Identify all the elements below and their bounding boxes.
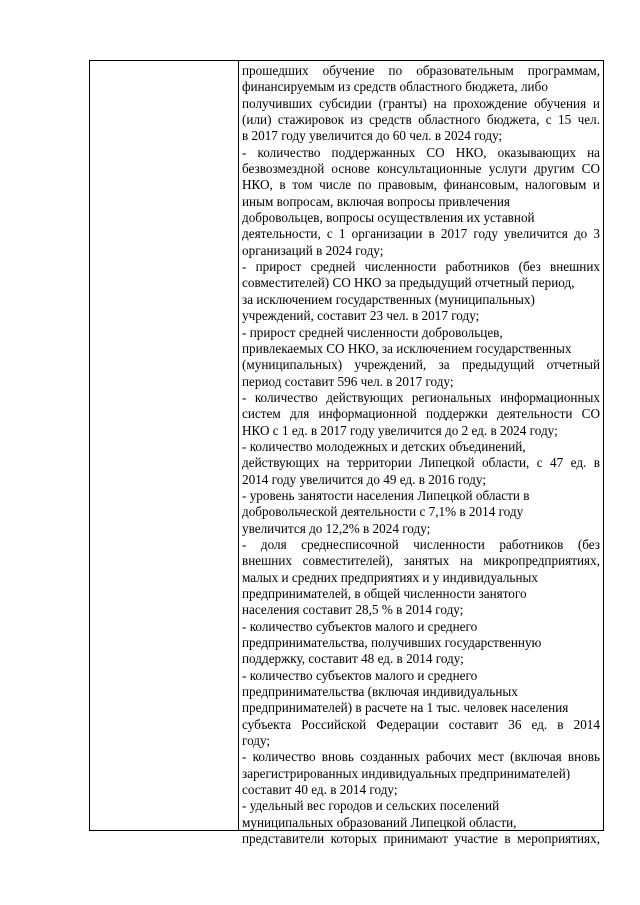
text-line: период составит 596 чел. в 2017 году; [242, 373, 454, 389]
text-line: НКО, в том числе по правовым, финансовым, налоговым и [242, 177, 600, 193]
text-line: получивших субсидии (гранты) на прохождение обучения и [242, 95, 600, 111]
text-line: - количество молодежных и детских объединений, [242, 438, 526, 454]
text-line: (или) стажировок из средств областного бюджета, с 15 чел. [242, 112, 600, 128]
text-line: прошедших обучение по образовательным программам, [242, 63, 600, 78]
text-line: зарегистрированных индивидуальных предпринимателей) [242, 765, 571, 781]
text-line: - прирост средней численности добровольцев, [242, 324, 503, 340]
table-right-cell [242, 63, 600, 848]
text-line: в 2017 году увеличится до 60 чел. в 2024 году; [242, 128, 503, 144]
text-line: населения составит 28,5 % в 2014 году; [242, 602, 464, 618]
text-line: совместителей) СО НКО за предыдущий отчетный период, [242, 275, 575, 291]
text-line: малых и средних предприятиях и у индивидуальных [242, 569, 538, 585]
text-line: предпринимательства (включая индивидуальных [242, 684, 518, 700]
text-line: - количество поддержанных СО НКО, оказывающих на [242, 144, 600, 160]
text-line: составит 40 ед. в 2014 году; [242, 782, 398, 798]
text-line: безвозмездной основе консультационные услуги другим СО [242, 161, 600, 177]
text-line: - прирост средней численности работников (без внешних [242, 259, 600, 275]
text-line: поддержку, составит 48 ед. в 2014 году; [242, 651, 464, 667]
text-line: иным вопросам, включая вопросы привлечения [242, 193, 510, 209]
text-line: предпринимательства, получивших государственную [242, 635, 542, 651]
text-line: внешних совместителей), занятых на микропредприятиях, [242, 553, 600, 569]
text-line: представители которых принимают участие в мероприятиях, [242, 831, 600, 847]
text-line: - количество вновь созданных рабочих мест (включая вновь [242, 749, 600, 765]
text-line: НКО с 1 ед. в 2017 году увеличится до 2 ед. в 2024 году; [242, 422, 558, 438]
text-line: финансируемым из средств областного бюджета, либо [242, 79, 548, 95]
text-line: увеличится до 12,2% в 2024 году; [242, 520, 431, 536]
text-line: субъекта Российской Федерации составит 36 ед. в 2014 [242, 716, 600, 732]
table-left-cell [90, 61, 238, 830]
text-line: муниципальных образований Липецкой области, [242, 814, 517, 830]
text-line: - доля среднесписочной численности работников (без [242, 536, 600, 552]
text-line: добровольческой деятельности с 7,1% в 2014 году [242, 504, 524, 520]
text-line: - количество действующих региональных информационных [242, 389, 600, 405]
text-line: (муниципальных) учреждений, за предыдущий отчетный [242, 357, 600, 373]
text-line: 2014 году увеличится до 49 ед. в 2016 году; [242, 471, 486, 487]
text-line: - уровень занятости населения Липецкой области в [242, 487, 530, 503]
text-line: - количество субъектов малого и среднего [242, 667, 478, 683]
text-line: предпринимателей, в общей численности занятого [242, 586, 527, 601]
text-line: деятельности, с 1 организации в 2017 году увеличится до 3 [242, 226, 600, 242]
text-line: за исключением государственных (муниципальных) [242, 291, 535, 307]
text-line: добровольцев, вопросы осуществления их уставной [242, 210, 535, 226]
text-line: - количество субъектов малого и среднего [242, 618, 478, 634]
text-line: организаций в 2024 году; [242, 242, 384, 258]
document-table [89, 60, 604, 847]
text-line: привлекаемых СО НКО, за исключением государственных [242, 340, 572, 356]
column-divider [238, 61, 239, 830]
text-line: предпринимателей) в расчете на 1 тыс. человек населения [242, 700, 569, 716]
text-line: учреждений, составит 23 чел. в 2017 году; [242, 308, 480, 324]
text-line: действующих на территории Липецкой области, с 47 ед. в [242, 455, 600, 471]
text-line: - удельный вес городов и сельских поселений [242, 798, 500, 814]
text-line: систем для информационной поддержки деятельности СО [242, 406, 600, 422]
text-line: году; [242, 733, 271, 749]
